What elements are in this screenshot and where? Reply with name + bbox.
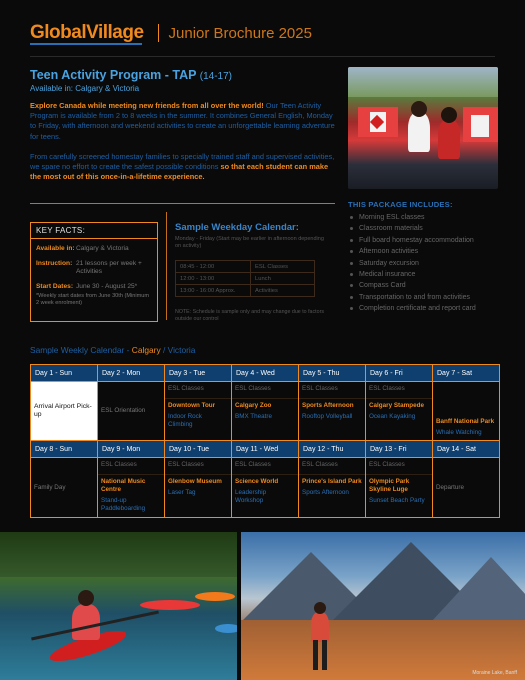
calendar-day-header: Day 7 - Sat [433,365,500,382]
key-fact-label: Instruction: [36,259,73,267]
package-item: Afternoon activities [350,246,476,257]
key-fact-label: Start Dates: [36,282,74,290]
schedule-row [176,285,315,297]
calendar-cell [98,458,165,518]
calendar-day-header: Day 5 - Thu [299,365,366,382]
key-fact-value: Calgary & Victoria [76,245,129,252]
calendar-day-header: Day 3 - Tue [165,365,232,382]
program-safety [30,152,335,183]
global-village-logo [30,22,144,44]
esl-label: ESL Classes [366,458,432,475]
calendar-cell: ESL Orientation [98,382,165,441]
schedule-activity: Lunch [251,273,315,285]
calendar-title-slash: / [160,345,168,355]
esl-label: ESL Classes [232,458,298,475]
calendar-cell [366,458,433,518]
weekday-schedule-note: NOTE: Schedule is sample only and may change due to factors outside our control [175,309,324,322]
esl-label: ESL Classes [299,458,365,475]
activity-calgary: Olympic Park Skyline Luge [369,478,410,493]
calendar-day-header: Day 6 - Fri [366,365,433,382]
activity-victoria: Whale Watching [436,429,482,436]
calendar-cell [165,382,232,441]
activity-victoria: Leadership Workshop [235,489,267,504]
program-availability: Available in: Calgary & Victoria [30,84,140,93]
calendar-cell: Departure [433,458,500,518]
program-title [30,68,232,82]
activity-calgary: Calgary Stampede [369,402,424,409]
calendar-day-header: Day 4 - Wed [232,365,299,382]
package-item: Full board homestay accommodation [350,235,476,246]
key-fact-value: 21 lessons per week + Activities [76,259,142,275]
program-title-text: Teen Activity Program - TAP [30,68,197,82]
logo-word-village: Village [86,22,144,43]
activity-calgary: National Music Centre [101,478,146,493]
program-intro [30,101,335,142]
activity-victoria: Sports Afternoon [302,489,349,496]
activity-victoria: Ocean Kayaking [369,413,416,420]
calendar-cell [433,382,500,441]
calendar-cell [232,458,299,518]
weekly-calendar-table [30,364,500,518]
schedule-activity: ESL Classes [251,261,315,273]
section-divider [30,203,335,204]
calendar-city-calgary: Calgary [131,345,161,355]
esl-label: ESL Classes [232,382,298,399]
photo-credit: Moraine Lake, Banff [472,670,517,676]
esl-label: ESL Classes [98,458,164,475]
package-item: Classroom materials [350,223,476,234]
header-separator [158,24,159,42]
calendar-day-header: Day 13 - Fri [366,441,433,458]
calendar-day-header: Day 14 - Sat [433,441,500,458]
activity-victoria: Sunset Beach Party [369,497,425,504]
calendar-header-row [31,441,500,458]
schedule-row [176,273,315,285]
key-facts-box [30,222,158,322]
esl-label: ESL Classes [366,382,432,399]
schedule-row [176,261,315,273]
mountain-lake-photo [241,532,525,680]
brochure-title: Junior Brochure 2025 [168,24,312,42]
package-item: Compass Card [350,280,476,291]
package-item: Medical insurance [350,269,476,280]
weekday-calendar-subtitle: Monday - Friday (Start may be earlier in afternoon depending on activity) [175,236,324,249]
kayaking-photo [0,532,237,680]
calendar-week-row [31,458,500,518]
vertical-divider [166,212,167,320]
activity-victoria: Indoor Rock Climbing [168,413,202,428]
calendar-title-prefix: Sample Weekly Calendar - [30,345,132,355]
key-fact-value: June 30 - August 25* [76,282,138,290]
esl-label: ESL Classes [299,382,365,399]
safety-body: From carefully screened homestay families to specially trained staff and supervised activities, we spare no effort to create the safest possible conditions [30,152,335,172]
key-facts-title: KEY FACTS: [31,223,157,239]
calendar-cell: Arrival Airport Pick-up [31,382,98,441]
activity-victoria: Stand-up Paddleboarding [101,497,146,512]
safety-highlight: so that each student can make the most out of this once-in-a-lifetime experience. [30,162,329,182]
calendar-cell [299,382,366,441]
calendar-cell [299,458,366,518]
calendar-day-header: Day 11 - Wed [232,441,299,458]
program-age: (14-17) [199,71,232,82]
weekday-calendar-title: Sample Weekday Calendar: [175,222,299,233]
key-facts-note: *Weekly start dates from June 30th (Minimum 2 week enrolment) [36,293,150,306]
key-fact-row [31,245,157,254]
package-item: Completion certificate and report card [350,303,476,314]
calendar-day-header: Day 12 - Thu [299,441,366,458]
intro-headline: Explore Canada while meeting new friends from all over the world! [30,101,264,110]
package-includes-title: THIS PACKAGE INCLUDES: [348,200,453,209]
calendar-day-header: Day 10 - Tue [165,441,232,458]
activity-victoria: Rooftop Volleyball [302,413,353,420]
intro-body: Our Teen Activity Program is available from 2 to 8 weeks in the summer. It combines General English, Monday to Friday, with afternoon and weekend activities to create an unforgettable learning adventure for teens. [30,101,335,141]
schedule-time: 13:00 - 16:00 Approx. [176,285,251,297]
calendar-week-row [31,382,500,441]
key-fact-row [31,260,157,277]
calendar-cell [366,382,433,441]
calendar-day-header: Day 2 - Mon [98,365,165,382]
schedule-activity: Activities [251,285,315,297]
activity-calgary: Calgary Zoo [235,402,272,409]
weekly-calendar-title [30,345,195,355]
activity-victoria: BMX Theatre [235,413,272,420]
logo-underline [30,43,142,45]
students-with-flags-photo [348,67,498,189]
activity-victoria: Laser Tag [168,489,196,496]
activity-calgary: Downtown Tour [168,402,216,409]
calendar-cell [232,382,299,441]
schedule-time: 08:45 - 12:00 [176,261,251,273]
calendar-cell: Family Day [31,458,98,518]
package-item: Saturday excursion [350,258,476,269]
calendar-day-header: Day 1 - Sun [31,365,98,382]
esl-label: ESL Classes [165,458,231,475]
logo-word-global: Global [30,22,87,43]
package-includes-list [350,212,476,315]
activity-calgary: Sports Afternoon [302,402,354,409]
package-item: Morning ESL classes [350,212,476,223]
calendar-day-header: Day 9 - Mon [98,441,165,458]
key-fact-label: Available in: [36,245,75,252]
calendar-city-victoria: Victoria [167,345,196,355]
package-item: Transportation to and from activities [350,292,476,303]
weekday-schedule-table [175,260,315,297]
activity-calgary: Banff National Park [436,418,495,425]
top-rule [30,56,495,57]
calendar-cell [165,458,232,518]
schedule-time: 12:00 - 13:00 [176,273,251,285]
calendar-header-row [31,365,500,382]
activity-calgary: Glenbow Museum [168,478,222,485]
calendar-day-header: Day 8 - Sun [31,441,98,458]
activity-calgary: Science World [235,478,279,485]
key-fact-row [31,283,157,292]
activity-calgary: Prince's Island Park [302,478,362,485]
esl-label: ESL Classes [165,382,231,399]
